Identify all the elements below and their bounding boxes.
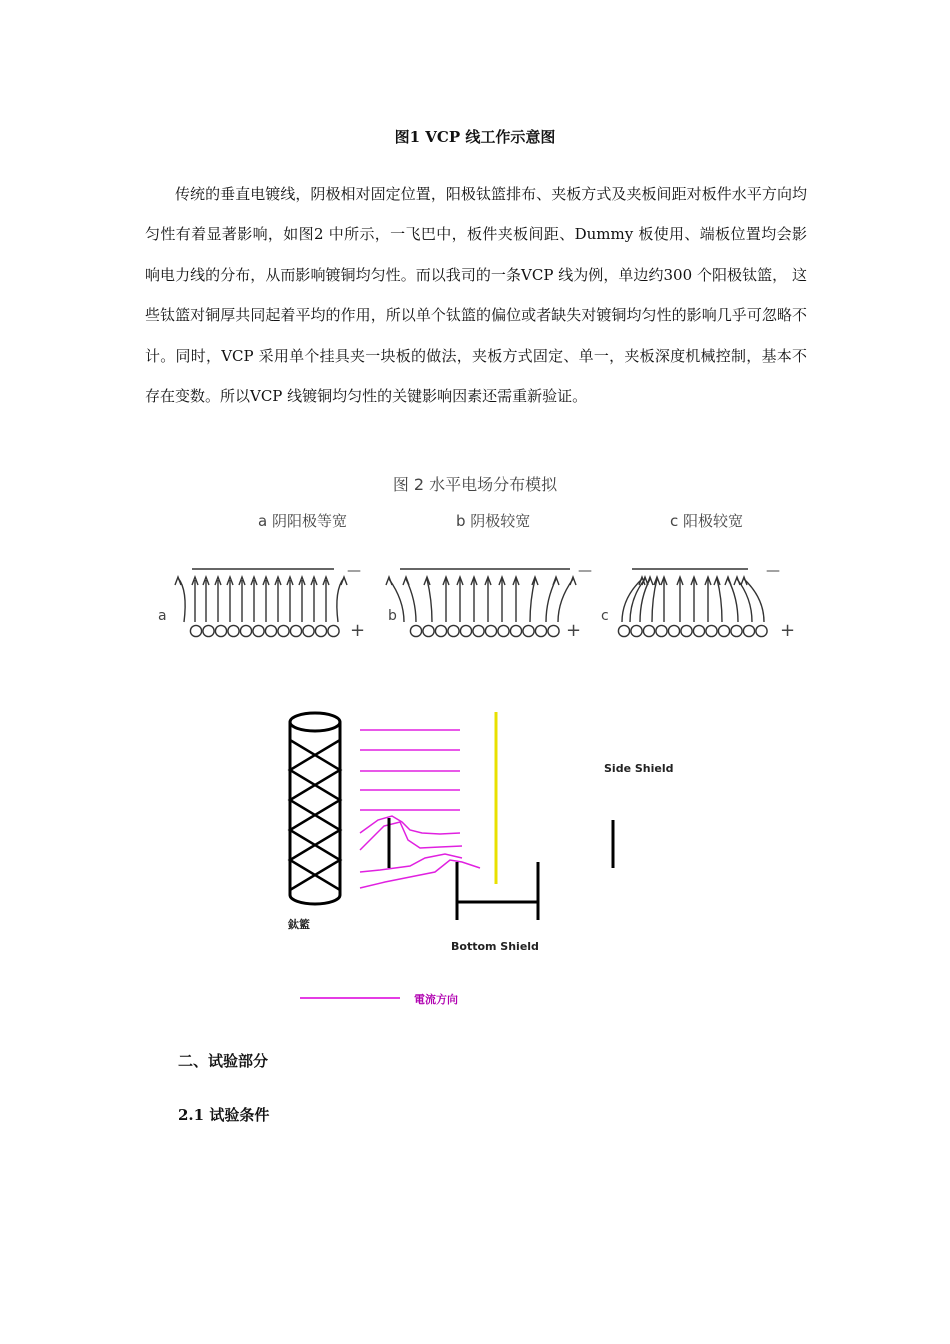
anode-circle: [435, 625, 446, 636]
anode-circle: [618, 625, 629, 636]
field-line: [652, 579, 657, 622]
anode-circle: [203, 625, 214, 636]
panel-letter: c: [601, 608, 609, 624]
anode-circle: [265, 625, 276, 636]
minus-sign: —: [766, 563, 780, 579]
anode-circle: [535, 625, 546, 636]
panel-b-subtitle: b 阴极较宽: [456, 512, 531, 530]
panel-letter: b: [388, 608, 397, 624]
anode-circle: [473, 625, 484, 636]
anode-circle: [643, 625, 654, 636]
minus-sign: —: [347, 563, 361, 579]
arrowhead: [741, 577, 747, 585]
anode-circle: [253, 625, 264, 636]
anode-circle: [215, 625, 226, 636]
anode-circle: [693, 625, 704, 636]
anode-circle: [303, 625, 314, 636]
subsection-heading: 2.1 试验条件: [178, 1106, 270, 1124]
anode-circle: [498, 625, 509, 636]
anode-circle: [718, 625, 729, 636]
anode-circle: [290, 625, 301, 636]
field-line: [744, 579, 764, 622]
field-line: [558, 579, 573, 622]
figure-1-caption: 图1 VCP 线工作示意图: [394, 128, 556, 146]
plus-sign: +: [350, 620, 366, 641]
plus-sign: +: [780, 620, 796, 641]
anode-circle: [548, 625, 559, 636]
panel-a-subtitle: a 阴阳极等宽: [258, 512, 347, 530]
field-line: [640, 579, 650, 622]
anode-circle: [240, 625, 251, 636]
arrowhead: [386, 577, 392, 585]
side-shield-label: Side Shield: [604, 762, 674, 775]
anode-circle: [485, 625, 496, 636]
basket-mesh: [290, 740, 340, 890]
field-line: [546, 579, 556, 622]
anode-circle: [706, 625, 717, 636]
arrowhead: [725, 577, 731, 585]
anode-circle: [743, 625, 754, 636]
arrowhead: [175, 577, 181, 585]
body-paragraph: 传统的垂直电镀线，阴极相对固定位置，阳极钛篮排布、夹板方式及夹板间距对板件水平方向均匀性有着显著影响，如图2 中所示，一飞巴中，板件夹板间距、Dummy 板使用、端板位置均会影响电力线的分布，从而影响镀铜均匀性。而以我司的一条VCP 线为例，单边约300 个阳极钛篮， 这些钛篮对铜厚共同起着平均的作用，所以单个钛篮的偏位或者缺失对镀铜均匀性的影响几乎可忽略不计。同时，VCP 采用单个挂具夹一块板的做法，夹板方式固定、单一，夹板深度机械控制，基本不存在变数。所以VCP 线镀铜均匀性的关键影响因素还需重新验证。: [145, 185, 807, 406]
anode-circle: [656, 625, 667, 636]
arrowhead: [647, 577, 653, 585]
field-line: [622, 579, 642, 622]
current-lines: [360, 730, 480, 888]
minus-sign: —: [578, 563, 592, 579]
field-line: [717, 579, 722, 622]
figure-2-title: 图 2 水平电场分布模拟: [392, 475, 558, 494]
anode-circle: [668, 625, 679, 636]
arrowhead: [553, 577, 559, 585]
anode-circle: [756, 625, 767, 636]
anode-circle: [448, 625, 459, 636]
plus-sign: +: [566, 620, 582, 641]
arrowhead: [403, 577, 409, 585]
anode-circle: [510, 625, 521, 636]
anode-circle: [631, 625, 642, 636]
anode-circle: [681, 625, 692, 636]
section-heading: 二、试验部分: [178, 1052, 269, 1070]
legend-label: 電流方向: [414, 993, 458, 1006]
anode-circle: [731, 625, 742, 636]
field-line: [728, 579, 738, 622]
anode-circle: [315, 625, 326, 636]
field-line: [427, 579, 432, 622]
anode-circle: [278, 625, 289, 636]
anode-circle: [410, 625, 421, 636]
panel-letter: a: [158, 608, 167, 624]
figure-3-diagram: [290, 712, 613, 998]
anode-circle: [228, 625, 239, 636]
arrowhead: [734, 577, 740, 585]
anode-circle: [190, 625, 201, 636]
anode-circle: [423, 625, 434, 636]
panel-c-subtitle: c 阳极较宽: [670, 512, 744, 530]
basket-top: [290, 713, 340, 731]
anode-circle: [328, 625, 339, 636]
basket-label: 鈦籃: [288, 918, 310, 931]
anode-circle: [523, 625, 534, 636]
arrowhead: [570, 577, 576, 585]
field-line: [406, 579, 416, 622]
anode-circle: [460, 625, 471, 636]
field-line: [530, 579, 535, 622]
bottom-shield-label: Bottom Shield: [451, 940, 539, 953]
